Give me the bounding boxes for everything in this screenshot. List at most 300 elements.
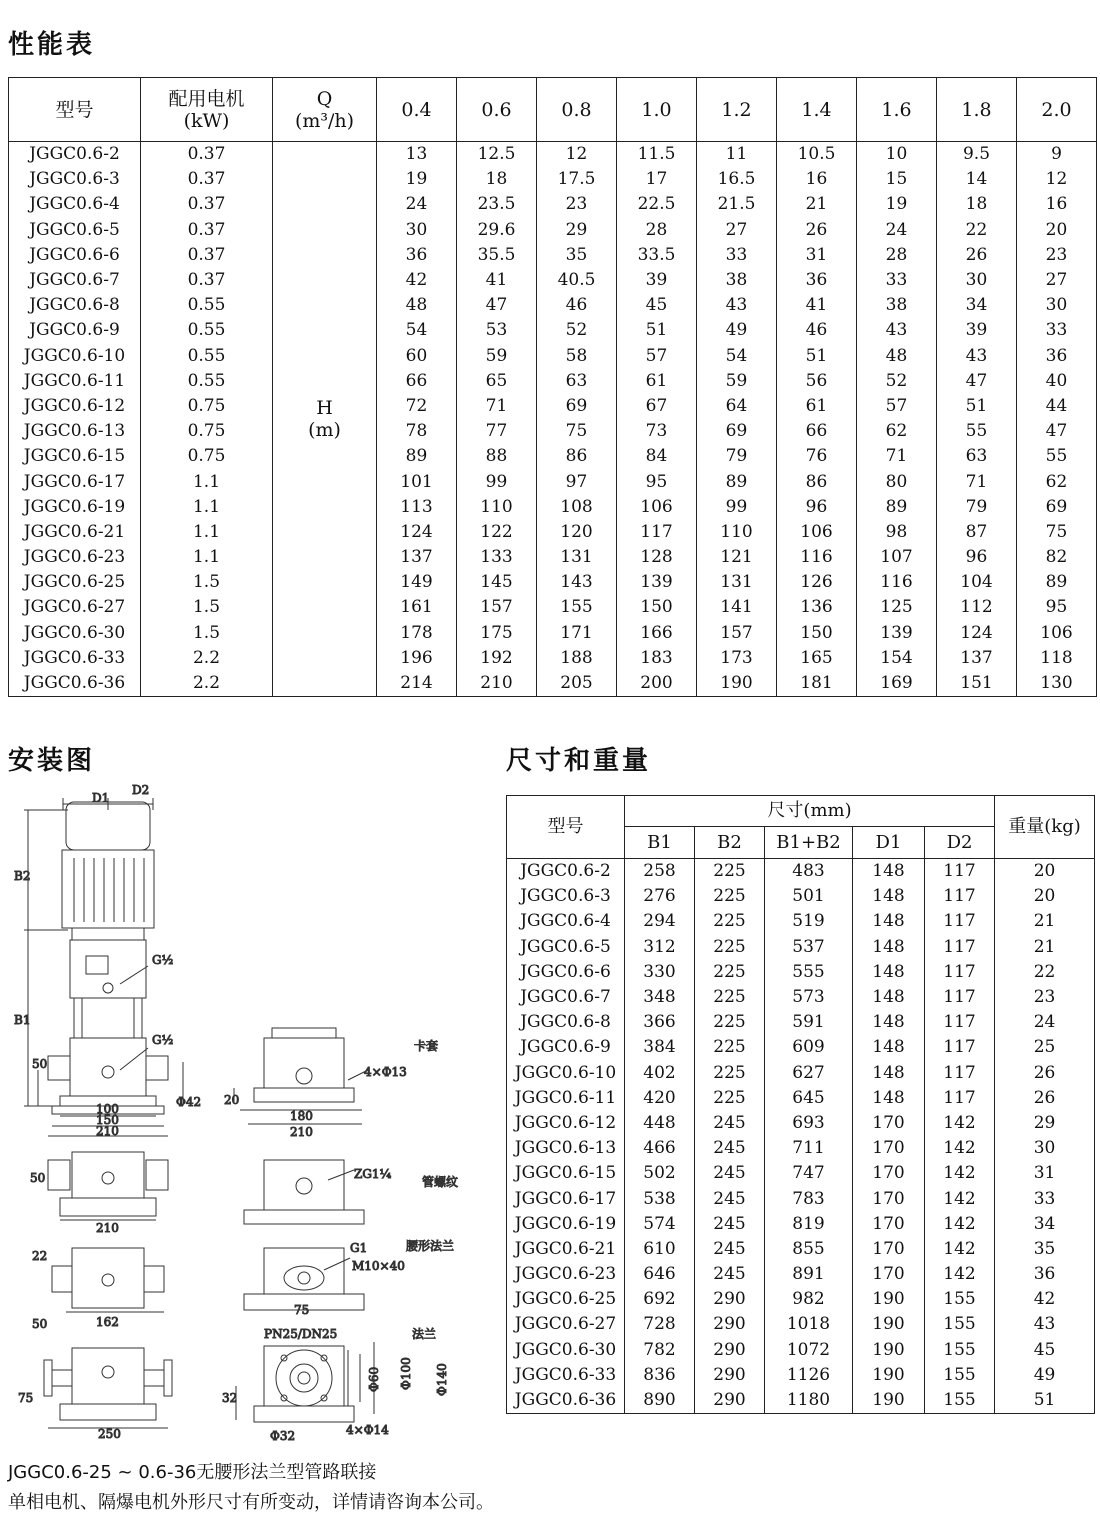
head-value-cell: 46 xyxy=(537,293,617,318)
dim-22: 22 xyxy=(32,1249,48,1263)
label-pn: PN25/DN25 xyxy=(264,1327,338,1341)
head-value-cell: 137 xyxy=(377,545,457,570)
head-value-cell: 26 xyxy=(777,218,857,243)
b1-b2-cell: 982 xyxy=(765,1287,853,1312)
head-value-cell: 98 xyxy=(857,520,937,545)
model-cell: JGGC0.6-13 xyxy=(507,1136,625,1161)
head-value-cell: 192 xyxy=(457,646,537,671)
head-value-cell: 137 xyxy=(937,646,1017,671)
weight-cell: 43 xyxy=(995,1312,1095,1337)
b2-cell: 225 xyxy=(695,1061,765,1086)
head-value-cell: 18 xyxy=(457,167,537,192)
table-row xyxy=(507,1136,1095,1161)
dim-210-c: 210 xyxy=(96,1221,119,1235)
d1-cell: 148 xyxy=(853,884,925,909)
dim-b2: B2 xyxy=(14,869,31,883)
head-value-cell: 120 xyxy=(537,520,617,545)
head-value-cell: 44 xyxy=(1017,394,1097,419)
head-value-cell: 17 xyxy=(617,167,697,192)
head-value-cell: 61 xyxy=(777,394,857,419)
head-value-cell: 149 xyxy=(377,570,457,595)
label-flange: 法兰 xyxy=(412,1327,437,1341)
head-value-cell: 151 xyxy=(937,671,1017,697)
perf-flow-header: 0.8 xyxy=(537,78,617,142)
head-value-cell: 63 xyxy=(537,369,617,394)
head-value-cell: 22 xyxy=(937,218,1017,243)
table-row xyxy=(9,419,1097,444)
b1-b2-cell: 747 xyxy=(765,1161,853,1186)
head-value-cell: 27 xyxy=(697,218,777,243)
head-value-cell: 12.5 xyxy=(457,142,537,168)
d2-cell: 155 xyxy=(925,1338,995,1363)
model-cell: JGGC0.6-23 xyxy=(507,1262,625,1287)
head-value-cell: 87 xyxy=(937,520,1017,545)
d1-cell: 170 xyxy=(853,1111,925,1136)
head-value-cell: 181 xyxy=(777,671,857,697)
head-value-cell: 73 xyxy=(617,419,697,444)
model-cell: JGGC0.6-11 xyxy=(507,1086,625,1111)
d1-cell: 148 xyxy=(853,985,925,1010)
head-value-cell: 51 xyxy=(777,344,857,369)
head-value-cell: 113 xyxy=(377,495,457,520)
dim-210-b: 210 xyxy=(290,1125,313,1139)
dim-b1: B1 xyxy=(14,1013,31,1027)
head-value-cell: 48 xyxy=(857,344,937,369)
dim-32: 32 xyxy=(222,1391,238,1405)
table-row xyxy=(9,318,1097,343)
head-value-cell: 161 xyxy=(377,595,457,620)
dim-100: 100 xyxy=(96,1102,119,1116)
model-cell: JGGC0.6-10 xyxy=(507,1061,625,1086)
table-row xyxy=(507,1237,1095,1262)
weight-cell: 49 xyxy=(995,1363,1095,1388)
b1-b2-cell: 783 xyxy=(765,1186,853,1211)
head-value-cell: 157 xyxy=(697,621,777,646)
model-cell: JGGC0.6-12 xyxy=(507,1111,625,1136)
table-row xyxy=(507,1161,1095,1186)
d2-cell: 117 xyxy=(925,1035,995,1060)
head-value-cell: 99 xyxy=(697,495,777,520)
dim-50-c: 50 xyxy=(32,1317,48,1331)
label-card: 卡套 xyxy=(414,1039,439,1053)
head-value-cell: 89 xyxy=(857,495,937,520)
model-cell: JGGC0.6-30 xyxy=(507,1338,625,1363)
head-value-cell: 188 xyxy=(537,646,617,671)
b1-cell: 366 xyxy=(625,1010,695,1035)
dim-col-header: B1 xyxy=(625,827,695,859)
d1-cell: 170 xyxy=(853,1237,925,1262)
d2-cell: 142 xyxy=(925,1262,995,1287)
motor-kw-cell: 0.37 xyxy=(141,243,273,268)
head-value-cell: 116 xyxy=(857,570,937,595)
dim-phi32: Φ32 xyxy=(270,1429,296,1443)
model-cell: JGGC0.6-13 xyxy=(9,419,141,444)
head-value-cell: 131 xyxy=(697,570,777,595)
head-value-cell: 95 xyxy=(1017,595,1097,620)
b1-b2-cell: 1072 xyxy=(765,1338,853,1363)
head-value-cell: 200 xyxy=(617,671,697,697)
head-value-cell: 78 xyxy=(377,419,457,444)
b1-cell: 384 xyxy=(625,1035,695,1060)
dim-phi42: Φ42 xyxy=(176,1095,202,1109)
table-row xyxy=(507,1388,1095,1414)
model-cell: JGGC0.6-8 xyxy=(9,293,141,318)
d1-cell: 148 xyxy=(853,1010,925,1035)
d2-cell: 117 xyxy=(925,884,995,909)
head-value-cell: 10 xyxy=(857,142,937,168)
b1-cell: 330 xyxy=(625,960,695,985)
head-value-cell: 67 xyxy=(617,394,697,419)
d1-cell: 148 xyxy=(853,1061,925,1086)
weight-cell: 26 xyxy=(995,1086,1095,1111)
head-value-cell: 116 xyxy=(777,545,857,570)
b1-b2-cell: 591 xyxy=(765,1010,853,1035)
model-cell: JGGC0.6-15 xyxy=(9,444,141,469)
head-value-cell: 69 xyxy=(1017,495,1097,520)
motor-kw-cell: 0.75 xyxy=(141,419,273,444)
d2-cell: 117 xyxy=(925,960,995,985)
head-value-cell: 106 xyxy=(1017,621,1097,646)
b1-cell: 294 xyxy=(625,909,695,934)
head-value-cell: 14 xyxy=(937,167,1017,192)
d2-cell: 117 xyxy=(925,859,995,885)
pump-front-view xyxy=(24,798,183,1136)
table-row xyxy=(507,1061,1095,1086)
d2-cell: 142 xyxy=(925,1161,995,1186)
d1-cell: 190 xyxy=(853,1287,925,1312)
b1-cell: 538 xyxy=(625,1186,695,1211)
motor-kw-cell: 0.37 xyxy=(141,218,273,243)
dim-75-b: 75 xyxy=(18,1391,34,1405)
model-cell: JGGC0.6-17 xyxy=(507,1186,625,1211)
d1-cell: 148 xyxy=(853,1035,925,1060)
head-value-cell: 154 xyxy=(857,646,937,671)
head-value-cell: 15 xyxy=(857,167,937,192)
b1-cell: 420 xyxy=(625,1086,695,1111)
head-value-cell: 10.5 xyxy=(777,142,857,168)
d2-cell: 142 xyxy=(925,1237,995,1262)
d2-cell: 117 xyxy=(925,1061,995,1086)
b2-cell: 290 xyxy=(695,1363,765,1388)
d2-cell: 117 xyxy=(925,909,995,934)
label-waist-flange: 腰形法兰 xyxy=(406,1239,455,1253)
head-value-cell: 99 xyxy=(457,469,537,494)
head-value-cell: 33 xyxy=(857,268,937,293)
b2-cell: 225 xyxy=(695,884,765,909)
b1-b2-cell: 1018 xyxy=(765,1312,853,1337)
head-value-cell: 124 xyxy=(377,520,457,545)
weight-cell: 29 xyxy=(995,1111,1095,1136)
table-row xyxy=(507,884,1095,909)
head-value-cell: 52 xyxy=(537,318,617,343)
perf-flow-header: 2.0 xyxy=(1017,78,1097,142)
head-value-cell: 110 xyxy=(697,520,777,545)
head-value-cell: 47 xyxy=(1017,419,1097,444)
note-line-2: 单相电机、隔爆电机外形尺寸有所变动，详情请咨询本公司。 xyxy=(8,1492,494,1513)
motor-kw-cell: 0.37 xyxy=(141,192,273,217)
d2-cell: 155 xyxy=(925,1312,995,1337)
head-value-cell: 12 xyxy=(1017,167,1097,192)
model-cell: JGGC0.6-12 xyxy=(9,394,141,419)
model-cell: JGGC0.6-27 xyxy=(507,1312,625,1337)
table-row xyxy=(507,1287,1095,1312)
table-row xyxy=(507,859,1095,885)
table-row xyxy=(507,1312,1095,1337)
table-row xyxy=(507,1186,1095,1211)
b2-cell: 290 xyxy=(695,1388,765,1414)
head-value-cell: 54 xyxy=(697,344,777,369)
head-value-cell: 20 xyxy=(1017,218,1097,243)
head-value-cell: 46 xyxy=(777,318,857,343)
b2-cell: 225 xyxy=(695,1035,765,1060)
head-value-cell: 41 xyxy=(457,268,537,293)
model-cell: JGGC0.6-25 xyxy=(507,1287,625,1312)
model-cell: JGGC0.6-2 xyxy=(507,859,625,885)
head-value-cell: 76 xyxy=(777,444,857,469)
b2-cell: 225 xyxy=(695,1086,765,1111)
table-row xyxy=(9,293,1097,318)
head-value-cell: 24 xyxy=(377,192,457,217)
head-value-cell: 40 xyxy=(1017,369,1097,394)
head-value-cell: 38 xyxy=(857,293,937,318)
weight-cell: 33 xyxy=(995,1186,1095,1211)
head-value-cell: 71 xyxy=(937,469,1017,494)
head-value-cell: 82 xyxy=(1017,545,1097,570)
head-value-cell: 61 xyxy=(617,369,697,394)
motor-kw-cell: 0.55 xyxy=(141,344,273,369)
head-value-cell: 183 xyxy=(617,646,697,671)
d2-cell: 117 xyxy=(925,985,995,1010)
head-value-cell: 9 xyxy=(1017,142,1097,168)
head-value-cell: 131 xyxy=(537,545,617,570)
d1-cell: 148 xyxy=(853,859,925,885)
head-value-cell: 53 xyxy=(457,318,537,343)
head-value-cell: 118 xyxy=(1017,646,1097,671)
head-value-cell: 63 xyxy=(937,444,1017,469)
b1-b2-cell: 693 xyxy=(765,1111,853,1136)
head-value-cell: 150 xyxy=(617,595,697,620)
head-value-cell: 117 xyxy=(617,520,697,545)
d1-cell: 190 xyxy=(853,1338,925,1363)
dim-header-model: 型号 xyxy=(507,796,625,859)
table-row xyxy=(9,369,1097,394)
head-value-cell: 13 xyxy=(377,142,457,168)
head-value-cell: 79 xyxy=(697,444,777,469)
model-cell: JGGC0.6-4 xyxy=(507,909,625,934)
d2-cell: 117 xyxy=(925,1010,995,1035)
b1-b2-cell: 1180 xyxy=(765,1388,853,1414)
head-value-cell: 45 xyxy=(617,293,697,318)
table-row xyxy=(9,243,1097,268)
weight-cell: 35 xyxy=(995,1237,1095,1262)
motor-kw-cell: 2.2 xyxy=(141,646,273,671)
head-value-cell: 18 xyxy=(937,192,1017,217)
weight-cell: 20 xyxy=(995,859,1095,885)
head-value-cell: 77 xyxy=(457,419,537,444)
head-value-cell: 190 xyxy=(697,671,777,697)
b1-cell: 646 xyxy=(625,1262,695,1287)
table-row xyxy=(9,142,1097,168)
b2-cell: 245 xyxy=(695,1111,765,1136)
head-value-cell: 205 xyxy=(537,671,617,697)
perf-flow-header: 1.0 xyxy=(617,78,697,142)
b1-b2-cell: 819 xyxy=(765,1212,853,1237)
dim-col-header: B2 xyxy=(695,827,765,859)
b2-cell: 290 xyxy=(695,1287,765,1312)
head-value-cell: 89 xyxy=(377,444,457,469)
d1-cell: 148 xyxy=(853,1086,925,1111)
d1-cell: 190 xyxy=(853,1363,925,1388)
holes-13: 4×Φ13 xyxy=(364,1065,407,1079)
table-row xyxy=(507,960,1095,985)
b1-cell: 402 xyxy=(625,1061,695,1086)
head-value-cell: 52 xyxy=(857,369,937,394)
head-value-cell: 51 xyxy=(937,394,1017,419)
head-value-cell: 48 xyxy=(377,293,457,318)
head-value-cell: 141 xyxy=(697,595,777,620)
weight-cell: 22 xyxy=(995,960,1095,985)
dim-phi60: Φ60 xyxy=(367,1366,381,1392)
head-value-cell: 101 xyxy=(377,469,457,494)
head-value-cell: 23 xyxy=(1017,243,1097,268)
weight-cell: 23 xyxy=(995,985,1095,1010)
b1-b2-cell: 1126 xyxy=(765,1363,853,1388)
head-value-cell: 108 xyxy=(537,495,617,520)
dimensions-title: 尺寸和重量 xyxy=(506,746,652,776)
b1-cell: 836 xyxy=(625,1363,695,1388)
dim-d2: D2 xyxy=(132,783,150,797)
holes-14: 4×Φ14 xyxy=(346,1423,389,1437)
perf-flow-header: 0.6 xyxy=(457,78,537,142)
weight-cell: 30 xyxy=(995,1136,1095,1161)
b2-cell: 225 xyxy=(695,859,765,885)
install-title: 安装图 xyxy=(8,746,96,776)
d1-cell: 190 xyxy=(853,1312,925,1337)
head-value-cell: 41 xyxy=(777,293,857,318)
b2-cell: 245 xyxy=(695,1237,765,1262)
head-value-cell: 60 xyxy=(377,344,457,369)
head-value-cell: 62 xyxy=(857,419,937,444)
d2-cell: 117 xyxy=(925,935,995,960)
weight-cell: 20 xyxy=(995,884,1095,909)
pipe-thread-view xyxy=(244,1160,364,1224)
dim-50-b: 50 xyxy=(30,1171,46,1185)
head-value-cell: 47 xyxy=(937,369,1017,394)
head-value-cell: 69 xyxy=(697,419,777,444)
dim-header-weight: 重量(kg) xyxy=(995,796,1095,859)
table-row xyxy=(9,344,1097,369)
b1-b2-cell: 537 xyxy=(765,935,853,960)
head-value-cell: 173 xyxy=(697,646,777,671)
model-cell: JGGC0.6-36 xyxy=(507,1388,625,1414)
dim-d1: D1 xyxy=(92,791,110,805)
head-value-cell: 29.6 xyxy=(457,218,537,243)
head-value-cell: 86 xyxy=(777,469,857,494)
head-value-cell: 40.5 xyxy=(537,268,617,293)
head-value-cell: 136 xyxy=(777,595,857,620)
table-row xyxy=(9,192,1097,217)
motor-kw-cell: 0.37 xyxy=(141,167,273,192)
head-value-cell: 128 xyxy=(617,545,697,570)
head-value-cell: 171 xyxy=(537,621,617,646)
dim-col-header: D2 xyxy=(925,827,995,859)
dim-75: 75 xyxy=(294,1303,310,1317)
label-g1: G1 xyxy=(350,1241,368,1255)
table-row xyxy=(507,1363,1095,1388)
head-value-cell: 55 xyxy=(1017,444,1097,469)
d2-cell: 155 xyxy=(925,1363,995,1388)
head-value-cell: 66 xyxy=(377,369,457,394)
model-cell: JGGC0.6-19 xyxy=(507,1212,625,1237)
head-value-cell: 106 xyxy=(777,520,857,545)
d2-cell: 142 xyxy=(925,1136,995,1161)
b1-cell: 258 xyxy=(625,859,695,885)
head-value-cell: 23.5 xyxy=(457,192,537,217)
d2-cell: 155 xyxy=(925,1287,995,1312)
weight-cell: 34 xyxy=(995,1212,1095,1237)
head-value-cell: 150 xyxy=(777,621,857,646)
head-value-cell: 178 xyxy=(377,621,457,646)
table-row xyxy=(507,1035,1095,1060)
head-value-cell: 175 xyxy=(457,621,537,646)
head-value-cell: 55 xyxy=(937,419,1017,444)
model-cell: JGGC0.6-10 xyxy=(9,344,141,369)
head-value-cell: 62 xyxy=(1017,469,1097,494)
pump-side-view-2 xyxy=(52,1248,164,1312)
dim-180: 180 xyxy=(290,1109,313,1123)
head-value-cell: 51 xyxy=(617,318,697,343)
pump-side-view-3 xyxy=(44,1348,172,1428)
head-value-cell: 214 xyxy=(377,671,457,697)
head-value-cell: 143 xyxy=(537,570,617,595)
dim-250: 250 xyxy=(98,1427,121,1441)
head-value-cell: 36 xyxy=(777,268,857,293)
model-cell: JGGC0.6-15 xyxy=(507,1161,625,1186)
head-value-cell: 29 xyxy=(537,218,617,243)
d1-cell: 170 xyxy=(853,1186,925,1211)
b1-cell: 276 xyxy=(625,884,695,909)
model-cell: JGGC0.6-7 xyxy=(9,268,141,293)
head-value-cell: 106 xyxy=(617,495,697,520)
head-value-cell: 96 xyxy=(777,495,857,520)
head-value-cell: 139 xyxy=(617,570,697,595)
b2-cell: 225 xyxy=(695,985,765,1010)
table-row xyxy=(507,1111,1095,1136)
head-value-cell: 21.5 xyxy=(697,192,777,217)
model-cell: JGGC0.6-5 xyxy=(9,218,141,243)
head-value-cell: 42 xyxy=(377,268,457,293)
table-row xyxy=(507,1086,1095,1111)
model-cell: JGGC0.6-21 xyxy=(9,520,141,545)
perf-flow-header: 1.4 xyxy=(777,78,857,142)
table-row xyxy=(9,520,1097,545)
dim-50: 50 xyxy=(32,1057,48,1071)
b1-b2-cell: 483 xyxy=(765,859,853,885)
model-cell: JGGC0.6-3 xyxy=(507,884,625,909)
table-row xyxy=(9,469,1097,494)
head-value-cell: 59 xyxy=(697,369,777,394)
head-value-cell: 104 xyxy=(937,570,1017,595)
weight-cell: 21 xyxy=(995,909,1095,934)
head-value-cell: 31 xyxy=(777,243,857,268)
table-row xyxy=(9,671,1097,697)
table-row xyxy=(9,545,1097,570)
head-value-cell: 16 xyxy=(777,167,857,192)
model-cell: JGGC0.6-9 xyxy=(9,318,141,343)
b1-cell: 348 xyxy=(625,985,695,1010)
b1-b2-cell: 555 xyxy=(765,960,853,985)
motor-kw-cell: 0.55 xyxy=(141,318,273,343)
